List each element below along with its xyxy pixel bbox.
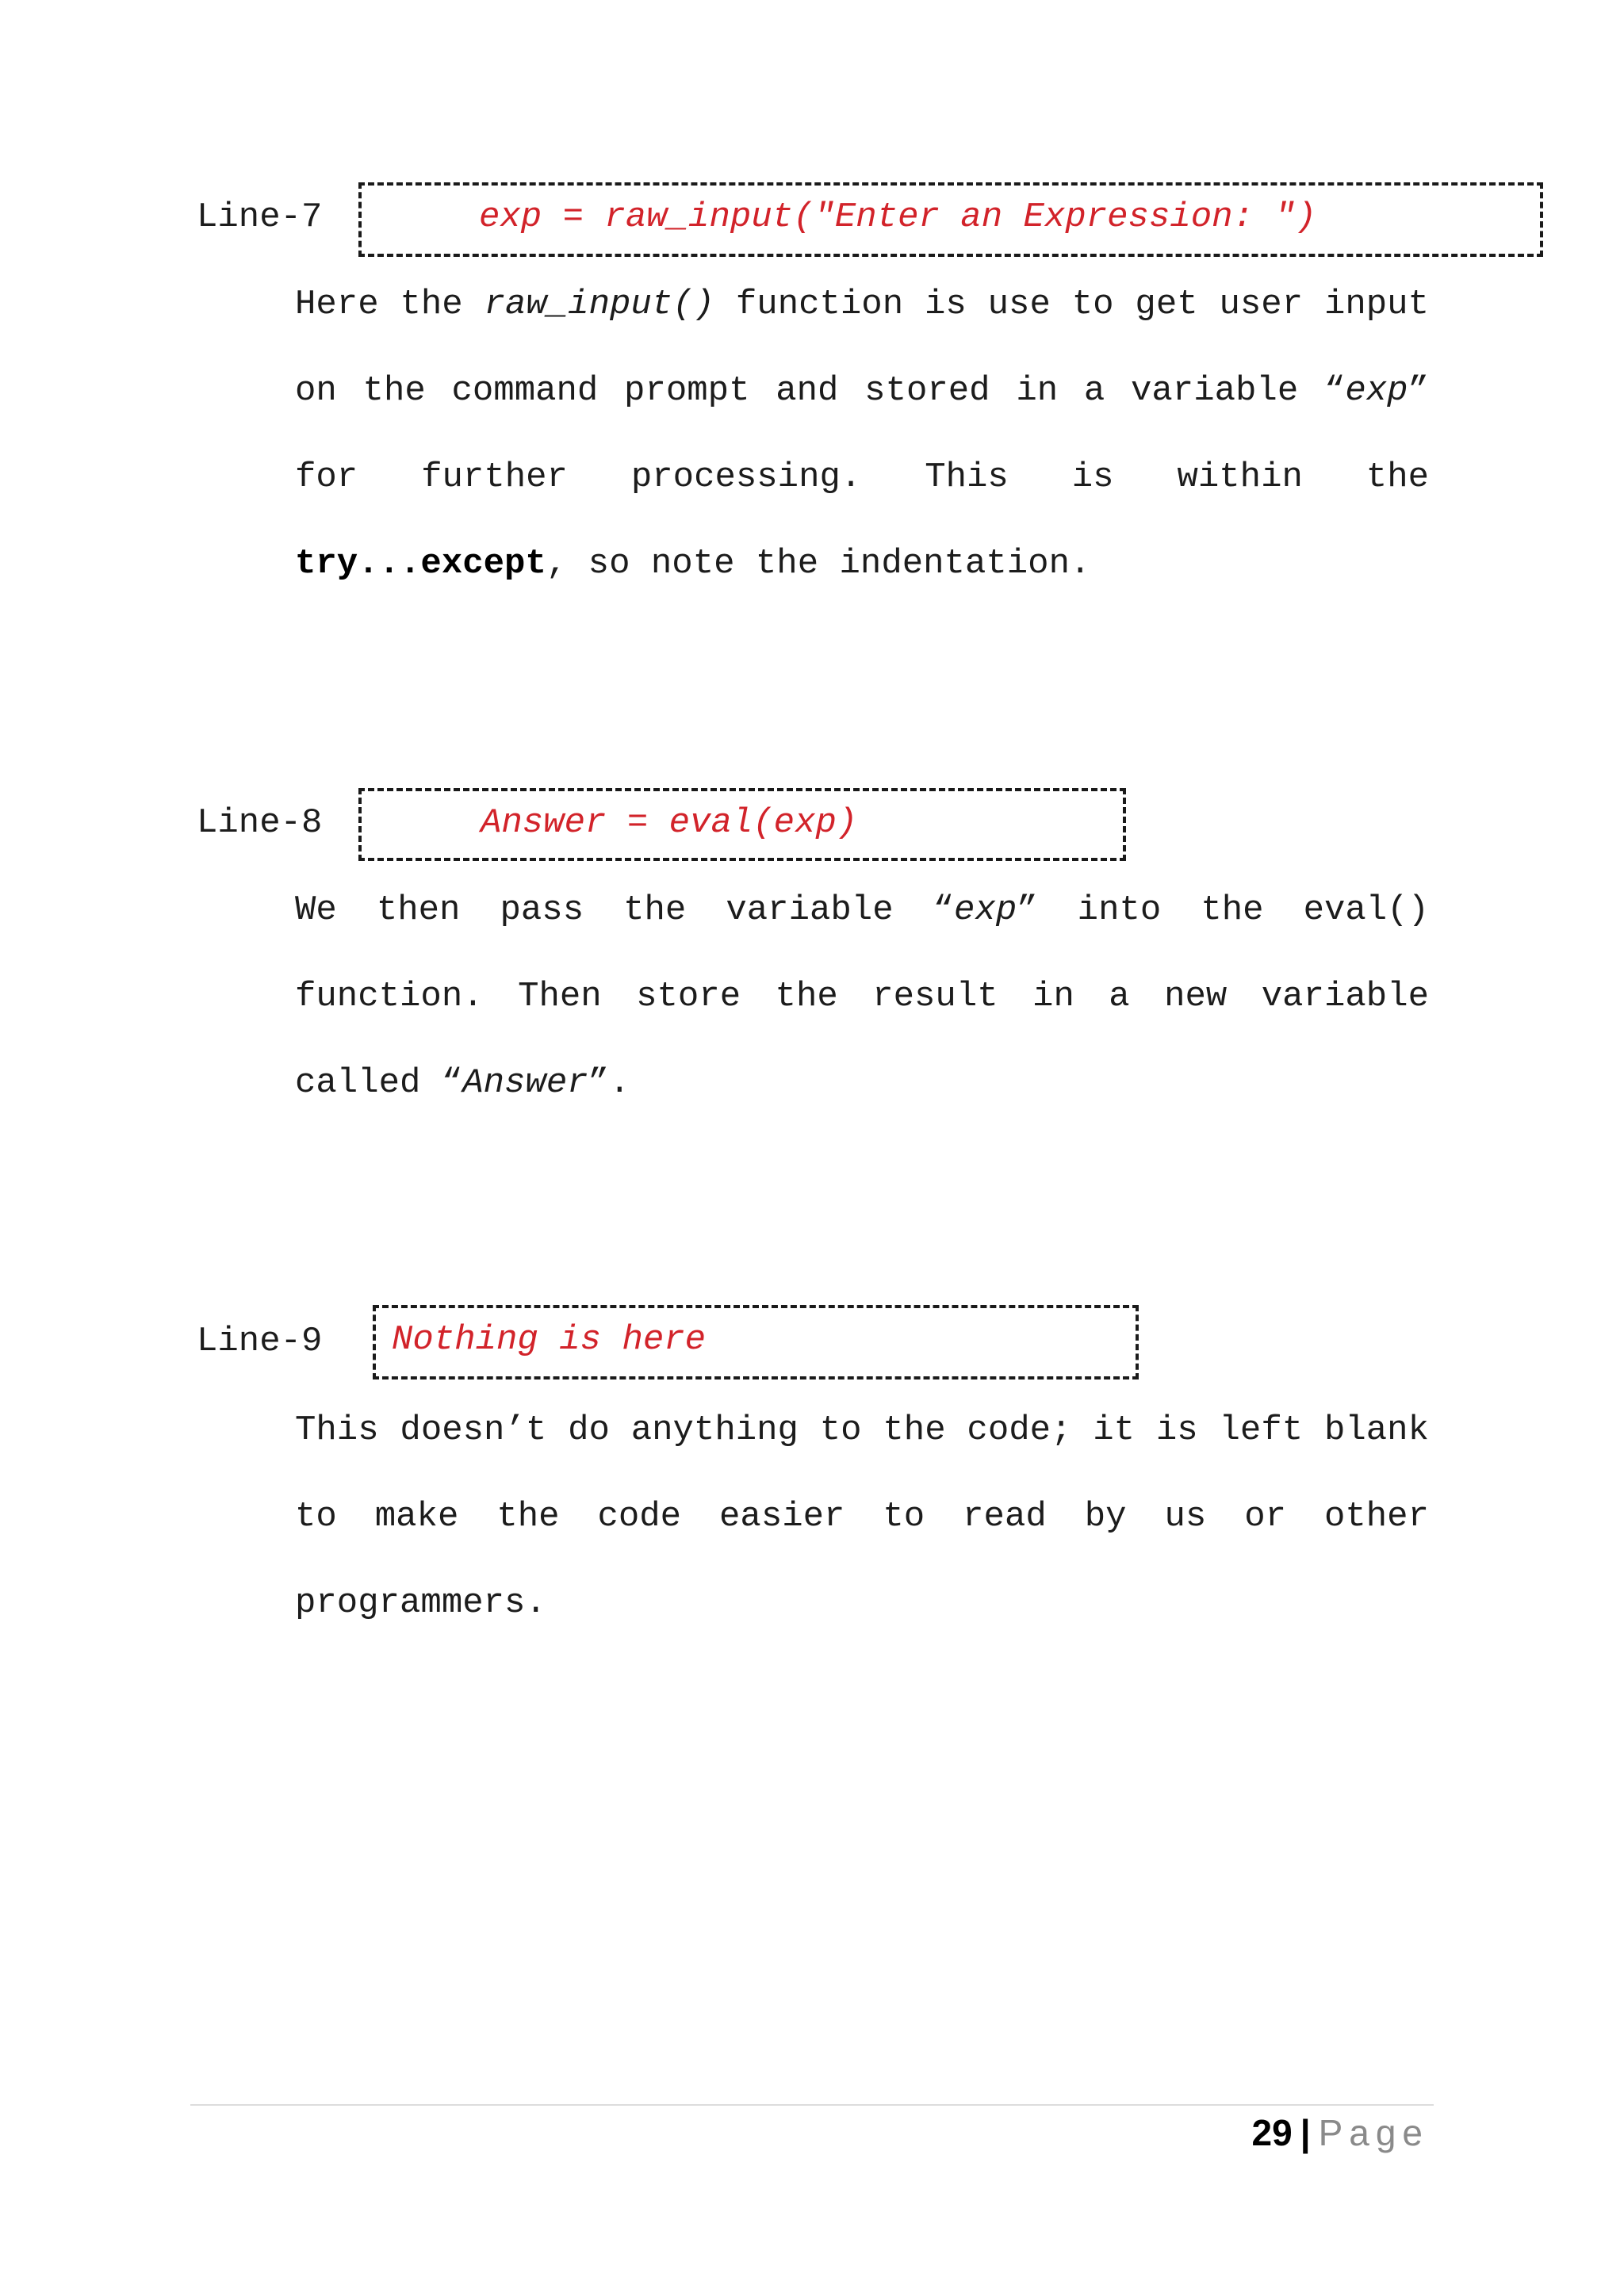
code-line-8: Answer = eval(exp) xyxy=(481,803,858,843)
text-run-italic: exp xyxy=(1345,371,1408,411)
line-label-8: Line-8 xyxy=(197,803,323,843)
page-number: 29 xyxy=(1251,2112,1293,2153)
text-run: ”. xyxy=(588,1063,630,1103)
line-label-7: Line-7 xyxy=(197,197,323,237)
text-run: ” into the eval() function. Then store the result in a new variable called “ xyxy=(295,890,1429,1103)
code-line-9: Nothing is here xyxy=(392,1320,707,1360)
text-run-italic: Answer xyxy=(462,1063,588,1103)
page-footer xyxy=(1252,2107,1429,2158)
text-run-italic: raw_input() xyxy=(484,285,715,324)
text-run-italic: exp xyxy=(954,890,1017,930)
explanation-line-9 xyxy=(295,1387,1429,1647)
text-run: Here the xyxy=(295,285,485,324)
text-run: , so note the indentation. xyxy=(546,544,1091,584)
text-run: ” for further processing. This is within the xyxy=(295,371,1429,497)
text-run: This doesn’t do anything to the code; it is left blank to make the code easier to read by us or other programmers. xyxy=(295,1410,1429,1623)
footer-separator: | xyxy=(1300,2112,1311,2153)
line-label-9: Line-9 xyxy=(197,1322,323,1361)
explanation-line-8 xyxy=(295,867,1429,1127)
code-line-7: exp = raw_input("Enter an Expression: ") xyxy=(479,197,1317,237)
page-word: Page xyxy=(1318,2112,1429,2153)
footer-divider xyxy=(190,2104,1434,2106)
text-run-bold: try...except xyxy=(295,544,546,584)
text-run: function is use to get user input on the command prompt and stored in a variable “ xyxy=(295,285,1429,411)
explanation-line-7 xyxy=(295,262,1429,607)
text-run: We then pass the variable “ xyxy=(295,890,955,930)
